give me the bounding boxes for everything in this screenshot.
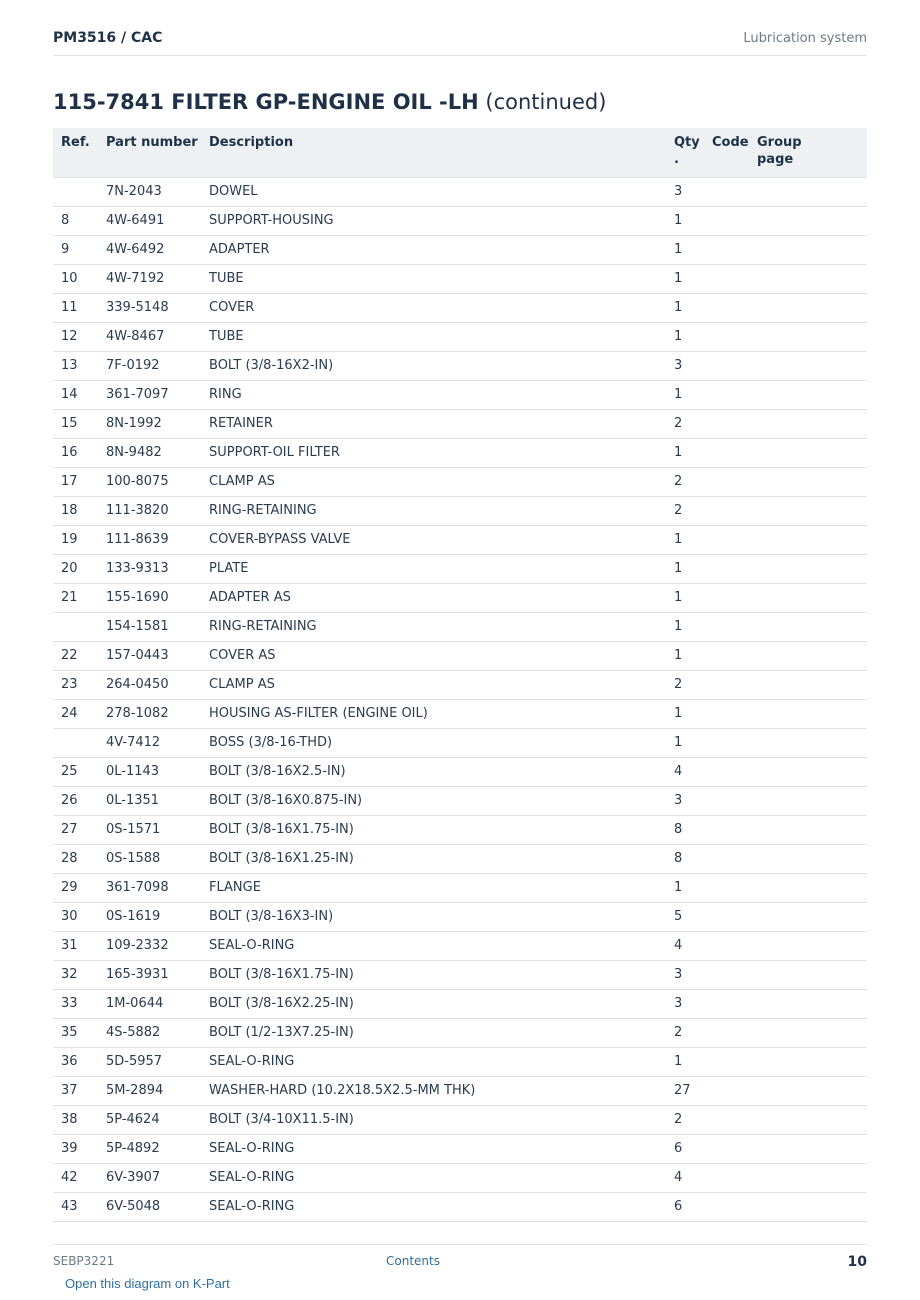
cell-qty: 2 [666, 1018, 704, 1047]
table-row [53, 757, 867, 786]
cell-qty: 1 [666, 438, 704, 467]
cell-group-page [749, 177, 867, 206]
cell-description: SUPPORT-OIL FILTER [201, 438, 666, 467]
cell-qty: 3 [666, 351, 704, 380]
cell-description: BOLT (3/8-16X2-IN) [201, 351, 666, 380]
cell-ref: 32 [53, 960, 98, 989]
cell-description: BOLT (3/8-16X1.25-IN) [201, 844, 666, 873]
cell-group-page [749, 322, 867, 351]
cell-qty: 1 [666, 264, 704, 293]
cell-code [704, 438, 749, 467]
cell-code [704, 583, 749, 612]
table-row [53, 496, 867, 525]
cell-group-page [749, 641, 867, 670]
cell-ref: 25 [53, 757, 98, 786]
cell-description: SEAL-O-RING [201, 1192, 666, 1221]
cell-qty: 1 [666, 380, 704, 409]
cell-ref: 27 [53, 815, 98, 844]
cell-code [704, 177, 749, 206]
table-row [53, 844, 867, 873]
cell-ref: 42 [53, 1163, 98, 1192]
cell-ref: 26 [53, 786, 98, 815]
kpart-link[interactable]: Open this diagram on K-Part [65, 1276, 230, 1291]
table-row [53, 931, 867, 960]
table-row [53, 1192, 867, 1221]
cell-description: BOLT (3/8-16X1.75-IN) [201, 960, 666, 989]
cell-part-number: 4W-6492 [98, 235, 201, 264]
cell-qty: 4 [666, 757, 704, 786]
cell-part-number: 109-2332 [98, 931, 201, 960]
cell-qty: 1 [666, 699, 704, 728]
page-footer [53, 1244, 867, 1270]
cell-part-number: 339-5148 [98, 293, 201, 322]
cell-description: PLATE [201, 554, 666, 583]
cell-ref [53, 612, 98, 641]
cell-code [704, 873, 749, 902]
cell-description: DOWEL [201, 177, 666, 206]
parts-table [53, 128, 867, 1222]
cell-description: COVER-BYPASS VALVE [201, 525, 666, 554]
table-row [53, 438, 867, 467]
cell-description: CLAMP AS [201, 670, 666, 699]
cell-qty: 27 [666, 1076, 704, 1105]
cell-code [704, 960, 749, 989]
cell-description: RING-RETAINING [201, 612, 666, 641]
cell-part-number: 6V-3907 [98, 1163, 201, 1192]
cell-qty: 8 [666, 815, 704, 844]
cell-ref: 20 [53, 554, 98, 583]
table-row [53, 873, 867, 902]
cell-qty: 1 [666, 554, 704, 583]
cell-ref [53, 177, 98, 206]
table-body [53, 177, 867, 1221]
cell-qty: 1 [666, 873, 704, 902]
cell-code [704, 554, 749, 583]
cell-part-number: 8N-9482 [98, 438, 201, 467]
cell-ref: 22 [53, 641, 98, 670]
cell-group-page [749, 786, 867, 815]
table-row [53, 293, 867, 322]
table-row [53, 1018, 867, 1047]
cell-description: BOLT (3/8-16X0.875-IN) [201, 786, 666, 815]
cell-group-page [749, 873, 867, 902]
header-group-line2: page [757, 152, 794, 167]
cell-ref: 9 [53, 235, 98, 264]
cell-code [704, 264, 749, 293]
cell-group-page [749, 554, 867, 583]
cell-group-page [749, 1134, 867, 1163]
cell-part-number: 5M-2894 [98, 1076, 201, 1105]
cell-part-number: 0S-1619 [98, 902, 201, 931]
cell-group-page [749, 757, 867, 786]
group-title: 115-7841 FILTER GP-ENGINE OIL -LH [53, 90, 479, 114]
cell-qty: 4 [666, 1163, 704, 1192]
cell-description: RING [201, 380, 666, 409]
cell-code [704, 931, 749, 960]
table-row [53, 641, 867, 670]
cell-code [704, 786, 749, 815]
table-row [53, 699, 867, 728]
cell-part-number: 361-7097 [98, 380, 201, 409]
cell-description: BOLT (3/8-16X2.5-IN) [201, 757, 666, 786]
table-row [53, 583, 867, 612]
cell-ref: 30 [53, 902, 98, 931]
cell-group-page [749, 844, 867, 873]
cell-part-number: 264-0450 [98, 670, 201, 699]
cell-ref: 35 [53, 1018, 98, 1047]
table-row [53, 206, 867, 235]
table-row [53, 1163, 867, 1192]
cell-code [704, 467, 749, 496]
table-header-row [53, 128, 867, 177]
cell-code [704, 380, 749, 409]
cell-description: RING-RETAINING [201, 496, 666, 525]
cell-ref: 21 [53, 583, 98, 612]
cell-qty: 2 [666, 670, 704, 699]
cell-qty: 4 [666, 931, 704, 960]
cell-ref: 39 [53, 1134, 98, 1163]
cell-qty: 2 [666, 1105, 704, 1134]
page-header [53, 28, 867, 56]
cell-description: FLANGE [201, 873, 666, 902]
cell-qty: 1 [666, 235, 704, 264]
cell-group-page [749, 1018, 867, 1047]
cell-ref: 8 [53, 206, 98, 235]
cell-code [704, 293, 749, 322]
cell-ref: 24 [53, 699, 98, 728]
cell-qty: 1 [666, 293, 704, 322]
table-row [53, 554, 867, 583]
cell-code [704, 1018, 749, 1047]
cell-description: WASHER-HARD (10.2X18.5X2.5-MM THK) [201, 1076, 666, 1105]
table-row [53, 728, 867, 757]
header-group-line1: Group [757, 135, 802, 150]
cell-part-number: 0S-1571 [98, 815, 201, 844]
cell-code [704, 728, 749, 757]
cell-description: SEAL-O-RING [201, 1047, 666, 1076]
cell-group-page [749, 902, 867, 931]
cell-qty: 3 [666, 960, 704, 989]
cell-code [704, 844, 749, 873]
cell-part-number: 100-8075 [98, 467, 201, 496]
cell-part-number: 4W-6491 [98, 206, 201, 235]
cell-ref: 11 [53, 293, 98, 322]
cell-group-page [749, 380, 867, 409]
cell-description: BOLT (1/2-13X7.25-IN) [201, 1018, 666, 1047]
cell-part-number: 278-1082 [98, 699, 201, 728]
table-row [53, 1105, 867, 1134]
cell-group-page [749, 1105, 867, 1134]
table-row [53, 960, 867, 989]
cell-ref: 13 [53, 351, 98, 380]
cell-group-page [749, 931, 867, 960]
cell-ref: 19 [53, 525, 98, 554]
cell-part-number: 7N-2043 [98, 177, 201, 206]
table-row [53, 1047, 867, 1076]
cell-code [704, 351, 749, 380]
cell-part-number: 7F-0192 [98, 351, 201, 380]
header-description: Description [201, 128, 666, 177]
cell-description: RETAINER [201, 409, 666, 438]
cell-group-page [749, 206, 867, 235]
cell-group-page [749, 612, 867, 641]
cell-qty: 3 [666, 786, 704, 815]
header-group-page [749, 128, 867, 177]
table-row [53, 235, 867, 264]
cell-code [704, 989, 749, 1018]
cell-description: ADAPTER [201, 235, 666, 264]
cell-group-page [749, 583, 867, 612]
cell-code [704, 322, 749, 351]
cell-part-number: 165-3931 [98, 960, 201, 989]
cell-ref: 43 [53, 1192, 98, 1221]
cell-group-page [749, 989, 867, 1018]
contents-link[interactable]: Contents [386, 1254, 440, 1268]
header-code: Code [704, 128, 749, 177]
table-row [53, 467, 867, 496]
cell-group-page [749, 264, 867, 293]
cell-part-number: 4V-7412 [98, 728, 201, 757]
cell-description: BOSS (3/8-16-THD) [201, 728, 666, 757]
cell-qty: 2 [666, 409, 704, 438]
cell-description: CLAMP AS [201, 467, 666, 496]
table-row [53, 815, 867, 844]
cell-qty: 1 [666, 641, 704, 670]
cell-code [704, 206, 749, 235]
cell-code [704, 1192, 749, 1221]
cell-part-number: 6V-5048 [98, 1192, 201, 1221]
cell-part-number: 5D-5957 [98, 1047, 201, 1076]
cell-part-number: 0L-1351 [98, 786, 201, 815]
title-suffix: (continued) [478, 90, 607, 114]
cell-group-page [749, 815, 867, 844]
table-row [53, 612, 867, 641]
table-row [53, 989, 867, 1018]
table-row [53, 670, 867, 699]
cell-part-number: 8N-1992 [98, 409, 201, 438]
model-label: PM3516 / CAC [53, 30, 163, 46]
table-row [53, 1076, 867, 1105]
page-title [53, 90, 606, 114]
cell-description: HOUSING AS-FILTER (ENGINE OIL) [201, 699, 666, 728]
header-qty-line1: Qty [674, 135, 700, 150]
cell-ref: 31 [53, 931, 98, 960]
cell-code [704, 1134, 749, 1163]
cell-ref: 10 [53, 264, 98, 293]
cell-group-page [749, 525, 867, 554]
cell-ref: 28 [53, 844, 98, 873]
table-row [53, 322, 867, 351]
page-number: 10 [847, 1254, 867, 1270]
cell-ref: 29 [53, 873, 98, 902]
header-qty-line2: . [674, 152, 679, 167]
cell-qty: 1 [666, 728, 704, 757]
cell-description: BOLT (3/8-16X3-IN) [201, 902, 666, 931]
cell-group-page [749, 1192, 867, 1221]
table-row [53, 351, 867, 380]
cell-code [704, 525, 749, 554]
table-row [53, 264, 867, 293]
cell-part-number: 4S-5882 [98, 1018, 201, 1047]
cell-part-number: 0S-1588 [98, 844, 201, 873]
cell-part-number: 111-3820 [98, 496, 201, 525]
cell-part-number: 0L-1143 [98, 757, 201, 786]
table-row [53, 380, 867, 409]
cell-description: COVER [201, 293, 666, 322]
document-id: SEBP3221 [53, 1254, 115, 1268]
cell-description: SEAL-O-RING [201, 931, 666, 960]
cell-ref: 14 [53, 380, 98, 409]
cell-code [704, 641, 749, 670]
cell-part-number: 155-1690 [98, 583, 201, 612]
cell-ref: 36 [53, 1047, 98, 1076]
cell-description: BOLT (3/4-10X11.5-IN) [201, 1105, 666, 1134]
cell-code [704, 670, 749, 699]
cell-group-page [749, 293, 867, 322]
cell-description: COVER AS [201, 641, 666, 670]
header-part-number: Part number [98, 128, 201, 177]
cell-qty: 2 [666, 467, 704, 496]
cell-part-number: 361-7098 [98, 873, 201, 902]
cell-qty: 1 [666, 612, 704, 641]
cell-code [704, 1047, 749, 1076]
table-row [53, 902, 867, 931]
cell-ref: 37 [53, 1076, 98, 1105]
cell-ref: 23 [53, 670, 98, 699]
cell-group-page [749, 1163, 867, 1192]
cell-code [704, 757, 749, 786]
cell-group-page [749, 1076, 867, 1105]
cell-part-number: 5P-4624 [98, 1105, 201, 1134]
cell-code [704, 1076, 749, 1105]
cell-code [704, 235, 749, 264]
cell-description: SUPPORT-HOUSING [201, 206, 666, 235]
cell-part-number: 4W-8467 [98, 322, 201, 351]
cell-qty: 5 [666, 902, 704, 931]
cell-group-page [749, 960, 867, 989]
cell-qty: 3 [666, 177, 704, 206]
cell-code [704, 409, 749, 438]
cell-ref: 38 [53, 1105, 98, 1134]
cell-description: TUBE [201, 322, 666, 351]
cell-description: SEAL-O-RING [201, 1134, 666, 1163]
cell-group-page [749, 728, 867, 757]
cell-ref: 18 [53, 496, 98, 525]
cell-description: ADAPTER AS [201, 583, 666, 612]
cell-qty: 2 [666, 496, 704, 525]
cell-group-page [749, 670, 867, 699]
cell-description: SEAL-O-RING [201, 1163, 666, 1192]
cell-ref: 17 [53, 467, 98, 496]
cell-code [704, 1105, 749, 1134]
cell-qty: 1 [666, 525, 704, 554]
cell-ref: 12 [53, 322, 98, 351]
cell-qty: 1 [666, 322, 704, 351]
table-row [53, 409, 867, 438]
cell-description: BOLT (3/8-16X1.75-IN) [201, 815, 666, 844]
cell-part-number: 154-1581 [98, 612, 201, 641]
cell-code [704, 1163, 749, 1192]
cell-group-page [749, 235, 867, 264]
cell-part-number: 133-9313 [98, 554, 201, 583]
cell-description: TUBE [201, 264, 666, 293]
header-ref: Ref. [53, 128, 98, 177]
cell-qty: 1 [666, 1047, 704, 1076]
cell-group-page [749, 467, 867, 496]
cell-qty: 3 [666, 989, 704, 1018]
cell-part-number: 1M-0644 [98, 989, 201, 1018]
table-row [53, 177, 867, 206]
cell-group-page [749, 351, 867, 380]
cell-ref [53, 728, 98, 757]
cell-ref: 15 [53, 409, 98, 438]
cell-qty: 6 [666, 1134, 704, 1163]
cell-part-number: 4W-7192 [98, 264, 201, 293]
cell-group-page [749, 409, 867, 438]
cell-code [704, 699, 749, 728]
cell-code [704, 496, 749, 525]
cell-part-number: 111-8639 [98, 525, 201, 554]
cell-qty: 6 [666, 1192, 704, 1221]
cell-code [704, 612, 749, 641]
table-row [53, 786, 867, 815]
cell-qty: 1 [666, 583, 704, 612]
table-row [53, 525, 867, 554]
cell-qty: 8 [666, 844, 704, 873]
cell-group-page [749, 1047, 867, 1076]
cell-ref: 33 [53, 989, 98, 1018]
cell-description: BOLT (3/8-16X2.25-IN) [201, 989, 666, 1018]
cell-code [704, 815, 749, 844]
section-label: Lubrication system [743, 31, 867, 46]
table-row [53, 1134, 867, 1163]
cell-part-number: 157-0443 [98, 641, 201, 670]
cell-group-page [749, 438, 867, 467]
header-qty [666, 128, 704, 177]
cell-code [704, 902, 749, 931]
cell-part-number: 5P-4892 [98, 1134, 201, 1163]
cell-group-page [749, 496, 867, 525]
cell-group-page [749, 699, 867, 728]
cell-ref: 16 [53, 438, 98, 467]
cell-qty: 1 [666, 206, 704, 235]
